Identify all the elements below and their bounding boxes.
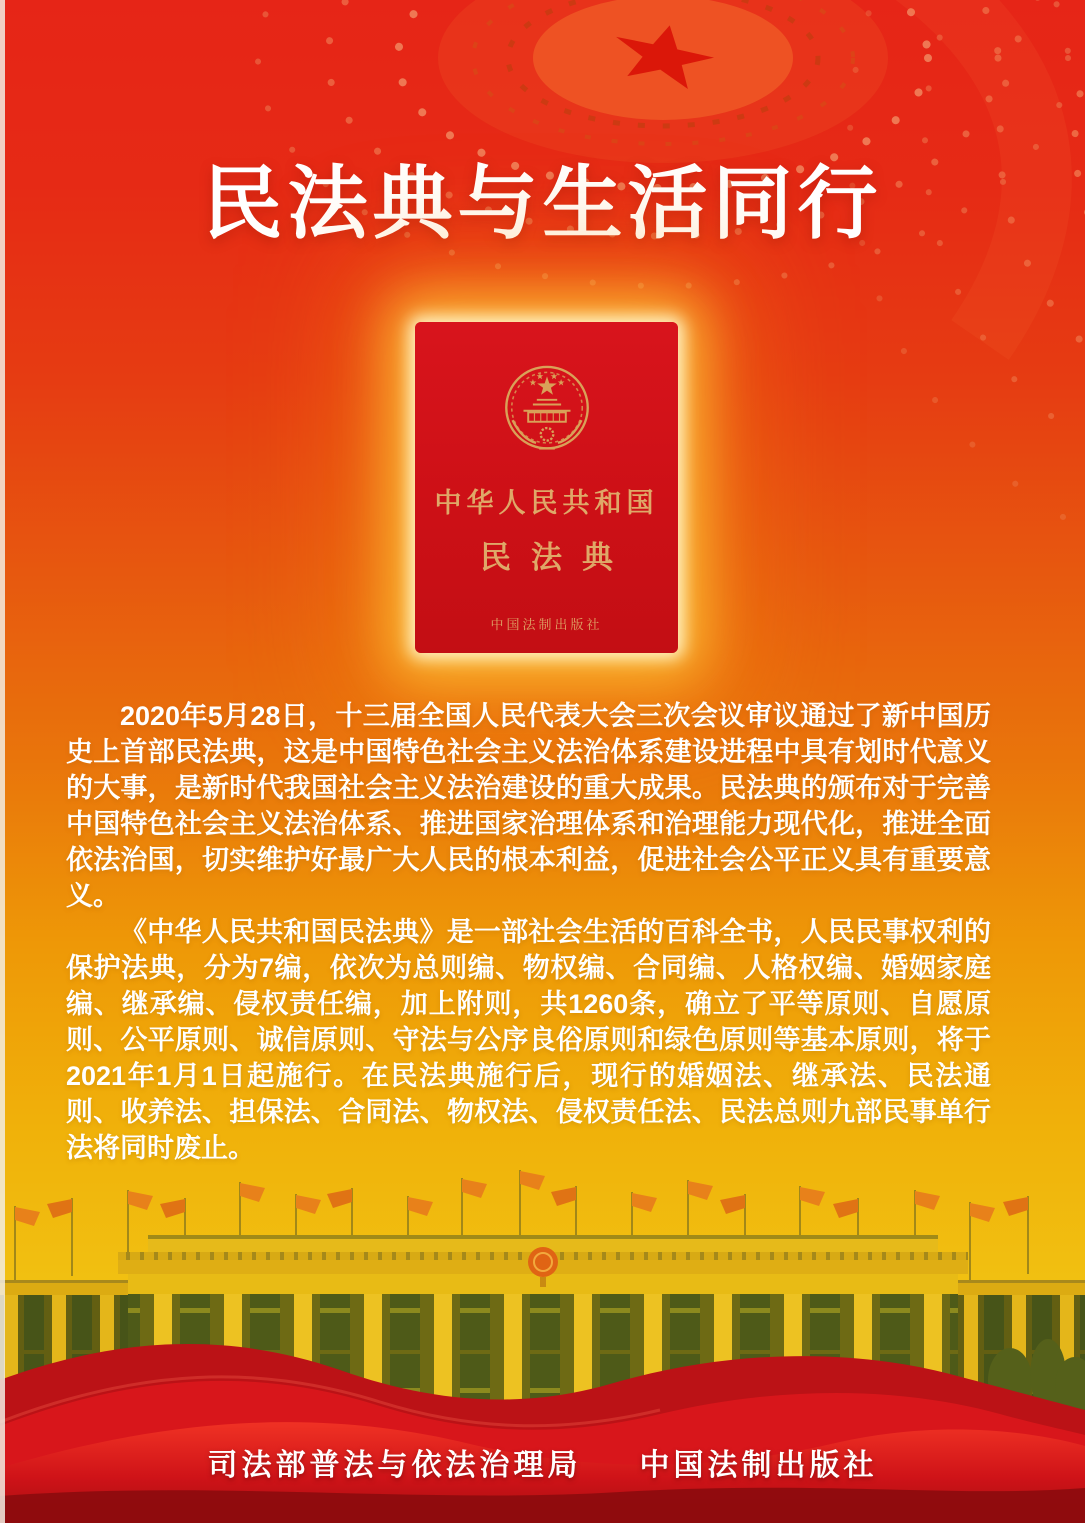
footer-credits — [0, 1440, 1085, 1484]
body-text-block — [66, 698, 991, 1166]
red-ribbon — [0, 1318, 1085, 1523]
poster-title: 民法典与生活同行 — [202, 159, 883, 248]
footer-right-credit: 中国法制出版社 — [639, 1449, 878, 1482]
footer-left-credit: 司法部普法与依法治理局 — [207, 1449, 582, 1482]
paragraph-2: 《中华人民共和国民法典》是一部社会生活的百科全书，人民民事权利的保护法典，分为7编，依次为总则编、物权编、合同编、人格权编、婚姻家庭编、继承编、侵权责任编，加上附则，共1260条，确立了平等原则、自愿原则、公平原则、诚信原则、守法与公序良俗原则和绿色原则等基本原则，将于2021年1月1日起施行。在民法典施行后，现行的婚姻法、继承法、民法通则、收养法、担保法、合同法、物权法、侵权责任法、民法总则九部民事单行法将同时废止。 — [66, 917, 991, 1163]
paragraph-1: 2020年5月28日，十三届全国人民代表大会三次会议审议通过了新中国历史上首部民法典，这是中国特色社会主义法治体系建设进程中具有划时代意义的大事，是新时代我国社会主义法治建设的重大成果。民法典的颁布对于完善中国特色社会主义法治体系、推进国家治理体系和治理能力现代化，推进全面依法治国，切实维护好最广大人民的根本利益，促进社会公平正义具有重要意义。 — [66, 701, 991, 911]
book-publisher: 中国法制出版社 — [490, 617, 603, 632]
civil-code-book — [415, 322, 678, 653]
book-name: 民法典 — [480, 540, 633, 575]
national-emblem-icon — [500, 362, 594, 458]
book-country-title: 中华人民共和国 — [434, 488, 659, 518]
left-edge-strip — [0, 0, 5, 1523]
